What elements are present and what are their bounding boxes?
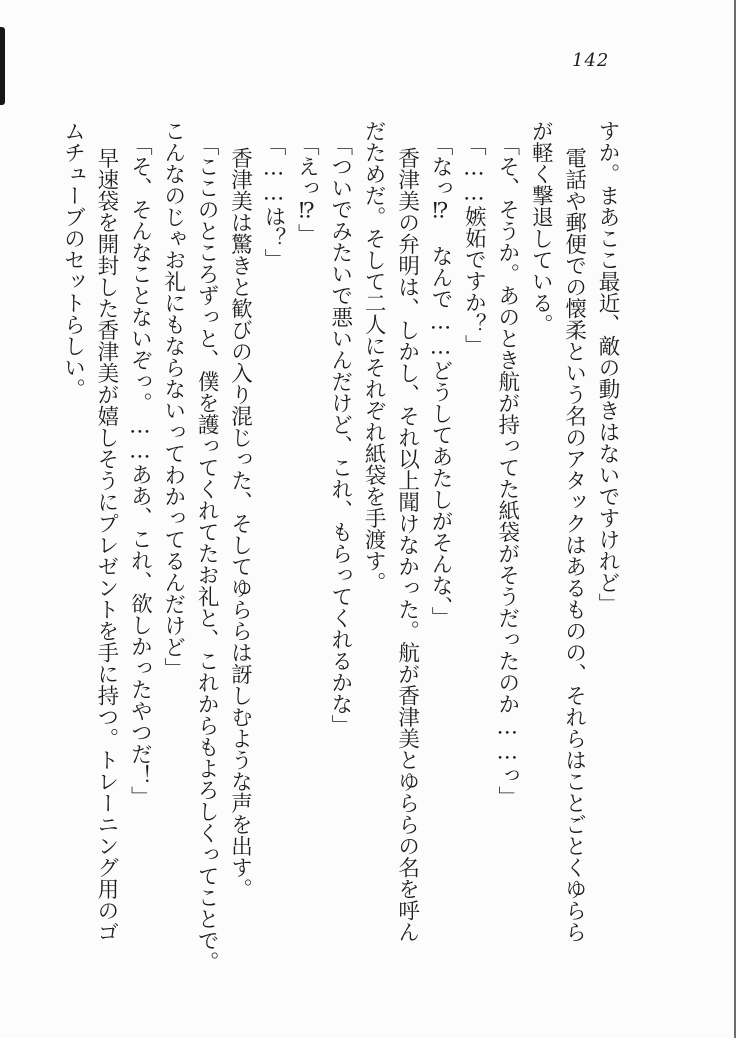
text-line: 「そ、そうか。あのとき航が持ってた紙袋がそうだったのか……っ」 [494, 134, 520, 808]
text-line: 「えっ⁉」 [294, 134, 320, 245]
text-line: 香津美は驚きと歓びの入り混じった、そしてゆららは訝しむような声を出す。 [227, 147, 253, 900]
text-line: 「そ、そんなことないぞっ。……ああ、これ、欲しかったやつだ！」 [127, 134, 153, 808]
text-line: 早速袋を開封した香津美が嬉しそうにプレゼントを手に持つ。トレーニング用のゴ [93, 147, 119, 943]
text-line: ムチューブのセットらしい。 [60, 120, 86, 400]
text-line: 「……嫉妬ですか？」 [461, 134, 487, 356]
text-line: 「……は？」 [260, 134, 286, 270]
text-line: 「ここのところずっと、僕を護ってくれてたお礼と、これからもよろしくってことで。 [194, 134, 220, 973]
body-text [56, 120, 624, 1020]
text-line: 「なっ⁉ なんで……どうしてあたしがそんな、」 [427, 134, 453, 629]
scan-artifact-top-left [0, 27, 5, 105]
text-line: 電話や郵便での懐柔という名のアタックはあるものの、それらはことごとくゆらら [561, 147, 587, 943]
text-line: こんなのじゃお礼にもならないってわかってるんだけど」 [160, 120, 186, 679]
text-line: 「ついでみたいで悪いんだけど、これ、もらってくれるかな」 [327, 134, 353, 736]
text-line: だためだ。そして二人にそれぞれ紙袋を手渡す。 [361, 120, 387, 593]
text-line: すか。まあここ最近、敵の動きはないですけれど」 [595, 120, 620, 615]
page-number: 142 [572, 50, 610, 71]
text-line: が軽く撃退している。 [528, 120, 554, 335]
text-line: 香津美の弁明は、しかし、それ以上聞けなかった。航が香津美とゆららの名を呼ん [394, 147, 420, 943]
